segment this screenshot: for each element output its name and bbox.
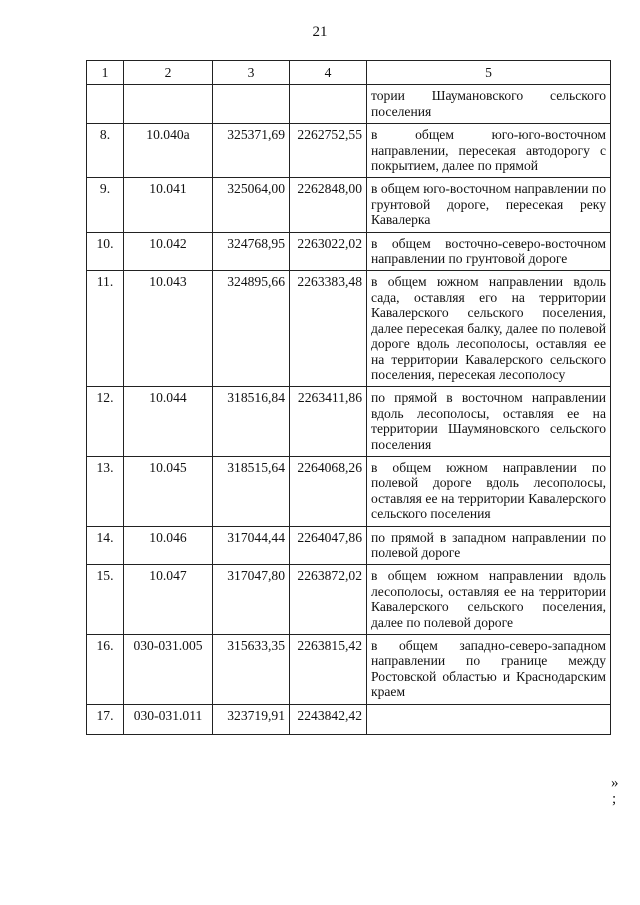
point-id: 10.046 — [124, 526, 213, 565]
boundary-description: тории Шаумановского сельского поселения — [367, 85, 611, 124]
header-col-4: 4 — [290, 61, 367, 85]
table-row — [87, 271, 611, 387]
point-id: 030-031.011 — [124, 704, 213, 734]
boundary-description: по прямой в западном направлении по полевой дороге — [367, 526, 611, 565]
row-number: 8. — [87, 124, 124, 178]
coord-x: 317044,44 — [213, 526, 290, 565]
table-row — [87, 232, 611, 271]
boundary-description: в общем восточно-северо-восточном направлении по грунтовой дороге — [367, 232, 611, 271]
coord-x: 318516,84 — [213, 387, 290, 457]
boundary-description: в общем южном направлении вдоль сада, оставляя его на территории Кавалерского сельского поселения, далее пересекая балку, далее по полевой дороге вдоль лесополосы, оставляя ее на территории Кавалерского сельского поселения, пересекая лесополосу — [367, 271, 611, 387]
table-row — [87, 178, 611, 232]
row-number — [87, 85, 124, 124]
point-id: 030-031.005 — [124, 635, 213, 705]
coord-y: 2264047,86 — [290, 526, 367, 565]
row-number: 9. — [87, 178, 124, 232]
table-row — [87, 456, 611, 526]
table-row — [87, 526, 611, 565]
row-number: 15. — [87, 565, 124, 635]
coord-x: 324895,66 — [213, 271, 290, 387]
boundary-description: в общем южном направлении вдоль лесополосы, оставляя ее на территории Кавалерского сельского поселения, далее по полевой дороге — [367, 565, 611, 635]
coord-y — [290, 85, 367, 124]
boundary-description: в общем южном направлении по полевой дороге вдоль лесополосы, оставляя ее на территории Кавалерского сельского поселения — [367, 456, 611, 526]
coord-x: 323719,91 — [213, 704, 290, 734]
point-id: 10.045 — [124, 456, 213, 526]
coord-x: 325064,00 — [213, 178, 290, 232]
point-id: 10.042 — [124, 232, 213, 271]
table-row — [87, 635, 611, 705]
boundary-description — [367, 704, 611, 734]
closing-semicolon: ; — [612, 791, 617, 807]
header-row — [87, 61, 611, 85]
header-col-1: 1 — [87, 61, 124, 85]
row-number: 10. — [87, 232, 124, 271]
row-number: 16. — [87, 635, 124, 705]
header-col-3: 3 — [213, 61, 290, 85]
point-id — [124, 85, 213, 124]
coordinates-table — [86, 60, 611, 735]
coord-y: 2263022,02 — [290, 232, 367, 271]
header-col-2: 2 — [124, 61, 213, 85]
table-row — [87, 85, 611, 124]
boundary-description: в общем юго-восточном направлении по грунтовой дороге, пересекая реку Кавалерка — [367, 178, 611, 232]
point-id: 10.040а — [124, 124, 213, 178]
table-row — [87, 124, 611, 178]
boundary-description: в общем западно-северо-западном направлении по границе между Ростовской областью и Краснодарским краем — [367, 635, 611, 705]
coord-y: 2262848,00 — [290, 178, 367, 232]
coord-y: 2264068,26 — [290, 456, 367, 526]
coord-y: 2263383,48 — [290, 271, 367, 387]
point-id: 10.044 — [124, 387, 213, 457]
coord-y: 2263411,86 — [290, 387, 367, 457]
closing-quote: » — [611, 775, 619, 791]
row-number: 17. — [87, 704, 124, 734]
table-row — [87, 704, 611, 734]
table-row — [87, 565, 611, 635]
row-number: 12. — [87, 387, 124, 457]
point-id: 10.041 — [124, 178, 213, 232]
table-row — [87, 387, 611, 457]
page-number: 21 — [312, 24, 328, 40]
boundary-description: в общем юго-юго-восточном направлении, пересекая автодорогу с покрытием, далее по прямой — [367, 124, 611, 178]
coord-y: 2243842,42 — [290, 704, 367, 734]
row-number: 14. — [87, 526, 124, 565]
coord-x: 318515,64 — [213, 456, 290, 526]
coord-x — [213, 85, 290, 124]
coord-y: 2263815,42 — [290, 635, 367, 705]
coord-x: 325371,69 — [213, 124, 290, 178]
row-number: 13. — [87, 456, 124, 526]
coord-x: 315633,35 — [213, 635, 290, 705]
coord-y: 2262752,55 — [290, 124, 367, 178]
table-body — [87, 85, 611, 734]
boundary-description: по прямой в восточном направлении вдоль лесополосы, оставляя ее на территории Шаумяновского сельского поселения — [367, 387, 611, 457]
header-col-5: 5 — [367, 61, 611, 85]
point-id: 10.047 — [124, 565, 213, 635]
coord-y: 2263872,02 — [290, 565, 367, 635]
coord-x: 324768,95 — [213, 232, 290, 271]
row-number: 11. — [87, 271, 124, 387]
coord-x: 317047,80 — [213, 565, 290, 635]
point-id: 10.043 — [124, 271, 213, 387]
table-header — [87, 61, 611, 85]
